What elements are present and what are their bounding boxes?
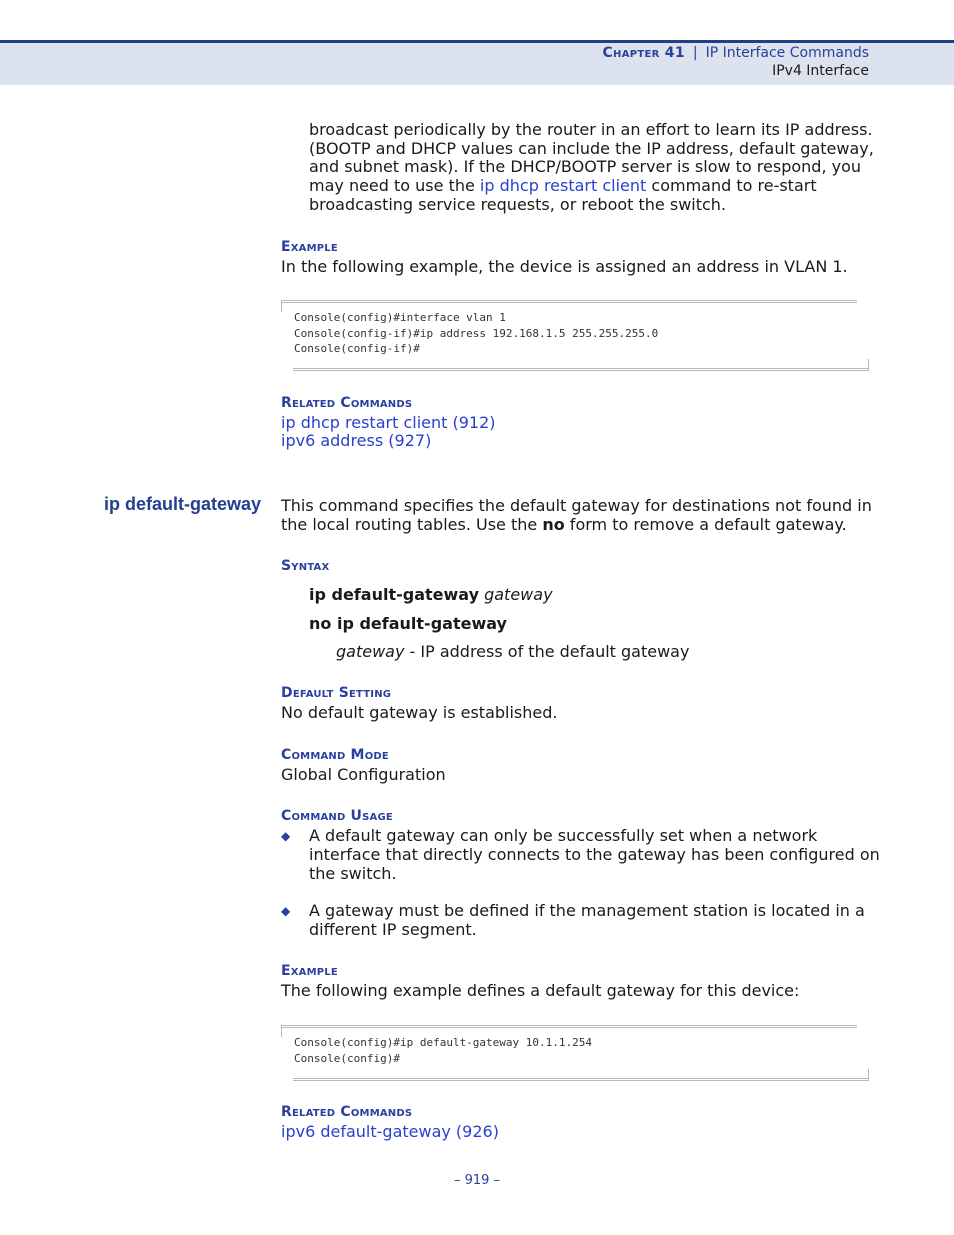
code-line: Console(config)# [294, 1052, 400, 1065]
syntax-no-command: no ip default-gateway [309, 614, 507, 633]
chapter-label: Chapter 41 [602, 45, 685, 61]
example-text-2: The following example defines a default gateway for this device: [281, 981, 800, 1000]
code-line: Console(config)#ip default-gateway 10.1.1.254 [294, 1036, 593, 1049]
page-number: – 919 – [453, 1173, 501, 1188]
ipv6-default-gateway-link[interactable]: ipv6 default-gateway (926) [281, 1122, 499, 1141]
header-chapter-line [602, 45, 869, 61]
command-desc-post: form to remove a default gateway. [564, 515, 847, 534]
command-desc-line-2 [281, 516, 847, 535]
code-block-bottom-border [293, 1074, 869, 1081]
default-setting-heading: Default Setting [281, 685, 392, 701]
header-subsection: IPv4 Interface [772, 63, 869, 79]
example-text-1: In the following example, the device is assigned an address in VLAN 1. [281, 257, 848, 276]
default-setting-text: No default gateway is established. [281, 703, 558, 722]
intro-line-5: broadcasting service requests, or reboot the switch. [309, 195, 727, 214]
code-line: Console(config)#interface vlan 1 [294, 311, 506, 324]
command-desc-line-1: This command specifies the default gateway for destinations not found in [281, 496, 872, 515]
command-mode-text: Global Configuration [281, 765, 446, 784]
command-desc-pre: the local routing tables. Use the [281, 515, 543, 534]
command-usage-heading: Command Usage [281, 808, 393, 824]
code-block-top-border [281, 1025, 857, 1032]
command-mode-heading: Command Mode [281, 747, 389, 763]
intro-line-1: broadcast periodically by the router in an effort to learn its IP address. [309, 120, 873, 139]
ip-dhcp-restart-client-link[interactable]: ip dhcp restart client (912) [281, 413, 496, 432]
usage-item-1-line-3: the switch. [309, 864, 397, 883]
syntax-param-desc [336, 643, 689, 662]
ipv6-address-link[interactable]: ipv6 address (927) [281, 431, 432, 450]
syntax-heading: Syntax [281, 558, 330, 574]
related-commands-heading-1: Related Commands [281, 395, 413, 411]
usage-item-2-line-1: A gateway must be defined if the management station is located in a [309, 901, 865, 920]
intro-line-2: (BOOTP and DHCP values can include the IP address, default gateway, [309, 139, 874, 158]
header-separator: | [692, 45, 698, 61]
command-title: ip default-gateway [104, 494, 262, 514]
intro-line-4-post: command to re-start [646, 176, 817, 195]
intro-line-3: and subnet mask). If the DHCP/BOOTP server is slow to respond, you [309, 157, 862, 176]
code-line: Console(config-if)# [294, 342, 420, 355]
syntax-command: ip default-gateway [309, 585, 479, 604]
param-description: - IP address of the default gateway [404, 642, 690, 661]
code-block-2 [281, 1025, 869, 1081]
code-block-1 [281, 300, 869, 371]
example-heading-2: Example [281, 963, 338, 979]
diamond-bullet-icon: ◆ [281, 904, 291, 918]
intro-line-4-pre: may need to use the [309, 176, 480, 195]
syntax-line-1 [309, 586, 553, 605]
usage-item-1-line-2: interface that directly connects to the gateway has been configured on [309, 845, 880, 864]
syntax-param: gateway [484, 585, 553, 604]
code-block-bottom-border [293, 364, 869, 371]
diamond-bullet-icon: ◆ [281, 829, 291, 843]
param-name: gateway [336, 642, 405, 661]
code-line: Console(config-if)#ip address 192.168.1.5 255.255.255.0 [294, 327, 659, 340]
example-heading-1: Example [281, 239, 338, 255]
ip-dhcp-restart-client-link[interactable]: ip dhcp restart client [479, 176, 647, 195]
related-commands-heading-2: Related Commands [281, 1104, 413, 1120]
chapter-section: IP Interface Commands [705, 45, 869, 61]
intro-line-4 [309, 177, 817, 196]
syntax-line-2 [309, 615, 507, 634]
usage-item-1-line-1: A default gateway can only be successfully set when a network [309, 826, 818, 845]
command-desc-no: no [542, 515, 565, 534]
code-block-top-border [281, 300, 857, 307]
usage-item-2-line-2: different IP segment. [309, 920, 477, 939]
